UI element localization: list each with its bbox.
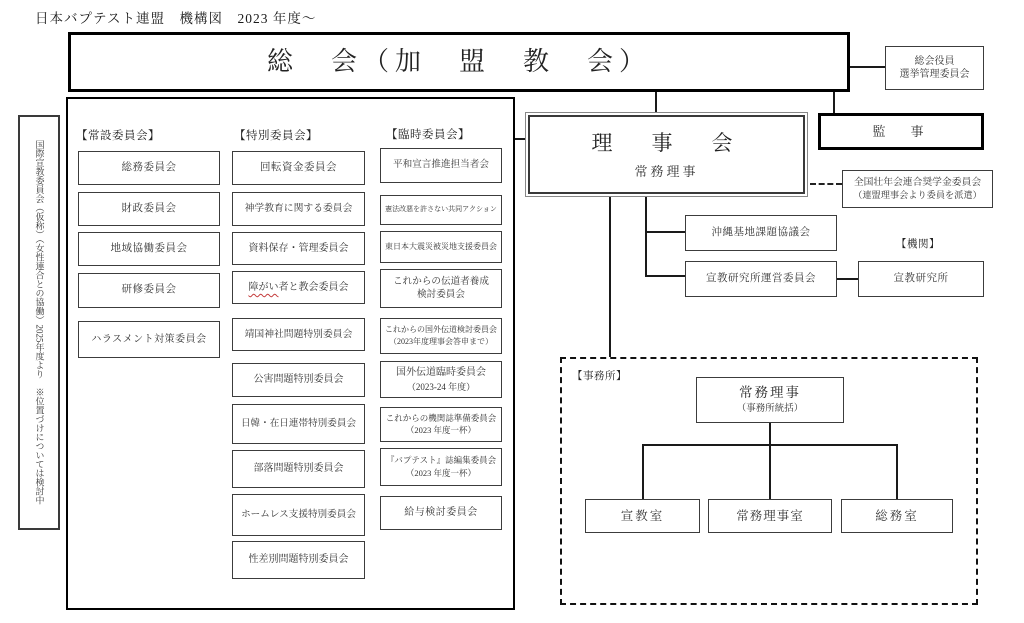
- office-room-label: 宣教室: [620, 508, 665, 523]
- okinawa-base-council-box: [685, 215, 837, 251]
- standing-committee-label: 総務委員会: [121, 161, 177, 173]
- temporary-committee-label-line2: 検討委員会: [417, 288, 465, 300]
- temporary-committee-label: 給与検討委員会: [404, 507, 478, 519]
- temporary-committee-label: 憲法改悪を許さない共同アクション: [385, 205, 497, 214]
- general-assembly-label: 総 会（加 盟 教 会）: [266, 47, 651, 77]
- auditors-box: [818, 113, 984, 150]
- special-committee-label: 公害問題特別委員会: [253, 374, 344, 386]
- office-room-label: 常務理事室: [736, 508, 804, 523]
- connector-assembly-auditor: [833, 92, 835, 113]
- special-committee-box: [232, 192, 365, 226]
- office-room-label: 総務室: [875, 508, 919, 523]
- standing-committee-label: 財政委員会: [121, 202, 177, 214]
- standing-committee-label: ハラスメント対策委員会: [91, 333, 207, 345]
- special-committees-heading: 【特別委員会】: [234, 130, 318, 142]
- mission-research-institute-label: 宣教研究所: [893, 272, 949, 284]
- temporary-committees-heading: 【臨時委員会】: [386, 129, 470, 141]
- connector-board-office: [609, 197, 611, 357]
- scholarship-line2: （連盟理事会より委員を派遣）: [853, 190, 982, 201]
- standing-committee-box: [78, 273, 220, 308]
- temporary-committee-box: [380, 269, 502, 308]
- office-room-box: [708, 499, 832, 533]
- temporary-committee-sub: （2023年度理事会答申まで）: [389, 336, 493, 346]
- special-committee-label: 部落問題特別委員会: [253, 463, 344, 475]
- executive-director-box: [696, 377, 844, 423]
- special-committee-box: [232, 494, 365, 536]
- scholarship-line1: 全国壮年会連合奨学金委員会: [853, 177, 982, 189]
- board-of-directors-box: [525, 112, 808, 197]
- temporary-committee-sub: （2023 年度一杯）: [405, 467, 477, 478]
- temporary-committee-box: [380, 361, 502, 398]
- page-title: 日本バプテスト連盟 機構図 2023 年度～: [35, 11, 317, 26]
- mission-research-steering-box: [685, 261, 837, 297]
- general-assembly-box: [68, 32, 850, 92]
- special-committee-label: ホームレス支援特別委員会: [241, 508, 356, 520]
- special-committee-label: 性差別問題特別委員会: [248, 554, 349, 566]
- temporary-committee-box: [380, 148, 502, 183]
- standing-committee-label: 研修委員会: [121, 284, 177, 296]
- standing-committee-box: [78, 192, 220, 226]
- election-admin-line2: 選挙管理委員会: [899, 69, 970, 80]
- connector-board-scholarship-dashed: [810, 183, 842, 185]
- special-committee-box: [232, 318, 365, 351]
- temporary-committee-label: 東日本大震災被災地支援委員会: [385, 241, 497, 251]
- special-committee-label: 神学教育に関する委員会: [244, 203, 353, 215]
- standing-committees-heading: 【常設委員会】: [76, 130, 160, 142]
- temporary-committee-box: [380, 231, 502, 263]
- special-committee-label-underlined: 障がい: [248, 281, 279, 293]
- standing-committee-label: 地域協働委員会: [110, 242, 188, 254]
- temporary-committee-label: これからの国外伝道検討委員会: [385, 324, 497, 334]
- special-committee-box: [232, 151, 365, 185]
- connector-assembly-election: [850, 66, 885, 68]
- temporary-committee-label: 『バプテスト』誌編集委員会: [385, 455, 497, 466]
- temporary-committee-sub: （2023-24 年度）: [406, 381, 476, 392]
- connector-assembly-board: [655, 92, 657, 113]
- organ-heading: 【機関】: [896, 239, 940, 250]
- temporary-committee-label: これからの伝道者養成: [393, 275, 489, 287]
- office-room-box: [841, 499, 953, 533]
- connector-container-board: [515, 138, 525, 140]
- special-committee-box: [232, 404, 365, 444]
- executive-director-sub: （事務所統括）: [736, 404, 804, 415]
- special-committee-label: 者と教会委員会: [278, 281, 349, 293]
- temporary-committee-box: [380, 318, 502, 354]
- special-committee-label: 日韓・在日連帯特別委員会: [240, 417, 357, 429]
- connector-office-room-left: [642, 444, 644, 499]
- election-admin-committee-box: [885, 46, 984, 90]
- connector-branch-okinawa: [645, 231, 685, 233]
- scholarship-committee-box: [842, 170, 993, 208]
- mission-research-institute-box: [858, 261, 984, 297]
- okinawa-base-council-label: 沖縄基地課題協議会: [711, 226, 811, 238]
- board-label: 理 事 会: [591, 130, 742, 155]
- temporary-committee-box: [380, 448, 502, 486]
- temporary-committee-box: [380, 496, 502, 530]
- special-committee-box: [232, 363, 365, 397]
- special-committee-box: [232, 271, 365, 304]
- special-committee-label: 回転資金委員会: [260, 161, 337, 173]
- connector-office-room-mid: [769, 444, 771, 499]
- connector-steering-institute: [837, 278, 858, 280]
- temporary-committee-label: これからの機関誌準備委員会: [385, 412, 497, 423]
- office-heading: 【事務所】: [572, 371, 627, 382]
- special-committee-box: [232, 541, 365, 579]
- auditors-label: 監 事: [872, 123, 930, 139]
- board-sub-label: 常務理事: [634, 163, 699, 179]
- executive-director-label: 常務理事: [739, 384, 801, 400]
- standing-committee-box: [78, 232, 220, 266]
- international-mission-note: 国際宣教委員会（仮称）（女性連合との協働）2025年度より ※位置づけについては検討中: [18, 115, 60, 530]
- connector-director-branch: [769, 423, 771, 444]
- standing-committee-box: [78, 321, 220, 358]
- election-admin-line1: 総会役員: [914, 55, 955, 67]
- temporary-committee-label: 国外伝道臨時委員会: [396, 367, 486, 379]
- special-committee-box: [232, 232, 365, 265]
- connector-office-room-right: [896, 444, 898, 499]
- special-committee-label: 資料保存・管理委員会: [248, 242, 349, 254]
- temporary-committee-box: [380, 195, 502, 225]
- mission-research-steering-label: 宣教研究所運営委員会: [706, 272, 816, 284]
- temporary-committee-sub: （2023 年度一杯）: [405, 425, 477, 435]
- temporary-committee-label: 平和宣言推進担当者会: [393, 159, 489, 171]
- special-committee-label: 靖国神社問題特別委員会: [244, 328, 353, 340]
- connector-board-branch: [645, 197, 647, 277]
- temporary-committee-box: [380, 407, 502, 442]
- office-room-box: [585, 499, 700, 533]
- standing-committee-box: [78, 151, 220, 185]
- connector-branch-steering: [645, 275, 685, 277]
- special-committee-box: [232, 450, 365, 488]
